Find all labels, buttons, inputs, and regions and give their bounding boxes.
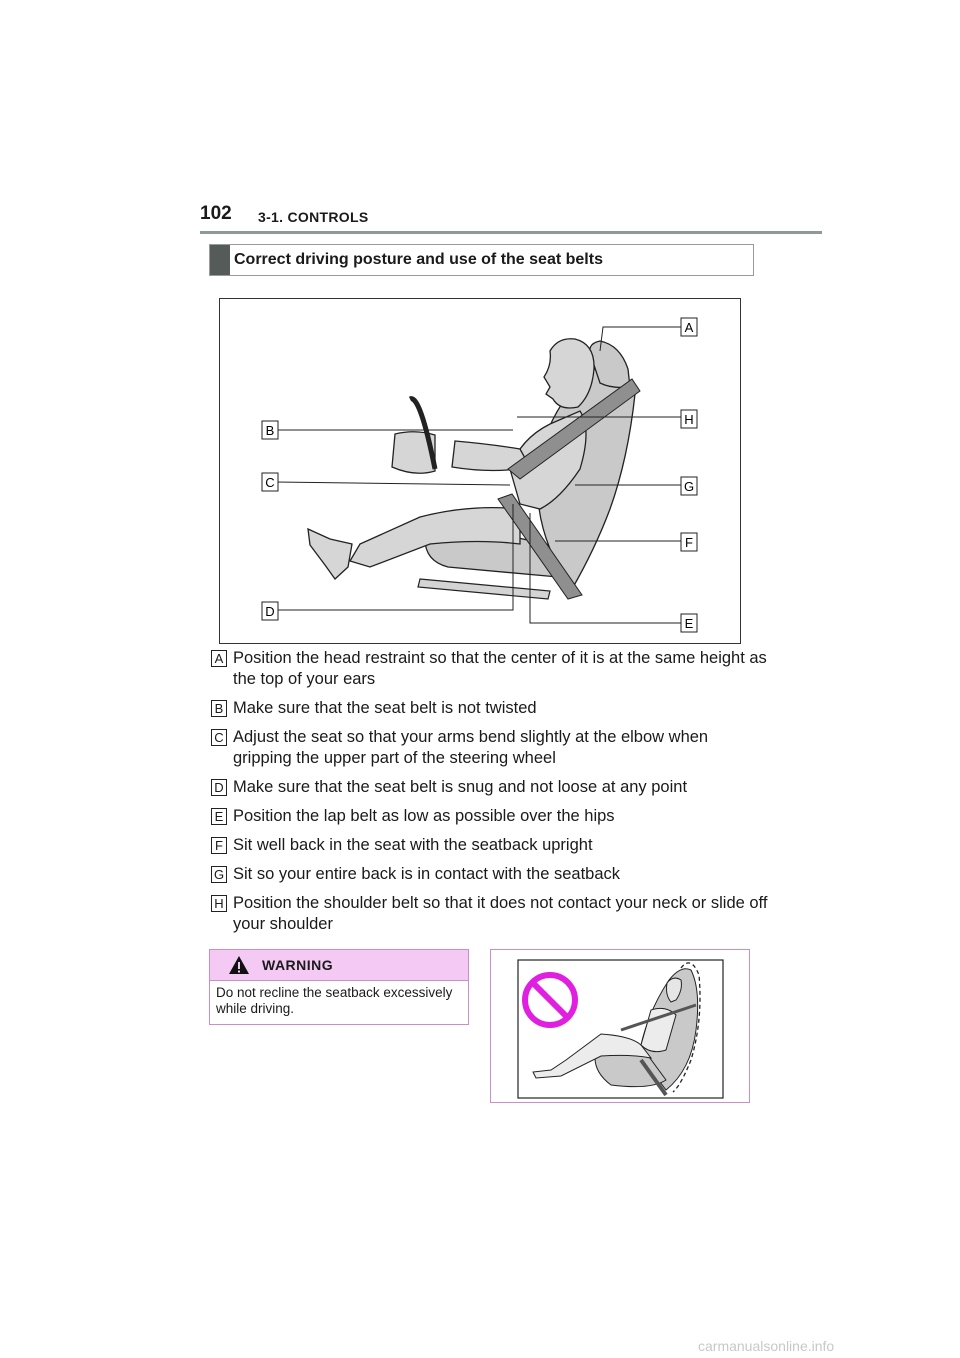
callout-letter: B (211, 700, 227, 717)
callout-text: Position the shoulder belt so that it does not contact your neck or slide off your shoulder (233, 894, 768, 933)
figure-label-d: D (265, 604, 275, 619)
figure-label-a: A (684, 320, 694, 335)
figure-label-f: F (685, 535, 693, 550)
callout-letter: C (211, 729, 227, 746)
list-item (211, 893, 771, 935)
section-title: 3-1. CONTROLS (258, 209, 369, 225)
list-item (211, 835, 771, 856)
callout-text: Position the lap belt as low as possible over the hips (233, 807, 615, 825)
figure-label-h: H (684, 412, 694, 427)
posture-illustration (220, 299, 740, 643)
page-number: 102 (200, 203, 232, 224)
list-item (211, 727, 771, 769)
figure-label-b: B (265, 423, 275, 438)
heading-text: Correct driving posture and use of the seat belts (234, 251, 603, 268)
callout-text: Make sure that the seat belt is not twisted (233, 699, 537, 717)
callout-text: Adjust the seat so that your arms bend slightly at the elbow when gripping the upper part of the steering wheel (233, 728, 709, 767)
warning-text: Do not recline the seatback excessively while driving. (216, 985, 453, 1016)
heading-marker (210, 245, 230, 275)
warning-box (209, 949, 469, 1025)
page-header (0, 0, 960, 240)
watermark: carmanualsonline.info (698, 1338, 835, 1354)
callout-text: Position the head restraint so that the center of it is at the same height as the top of your ears (233, 649, 767, 688)
list-item (211, 864, 771, 885)
warning-title: WARNING (262, 957, 334, 973)
figure-label-g: G (683, 479, 695, 494)
figure-label-c: C (265, 475, 275, 490)
callout-letter: G (211, 866, 227, 883)
callout-text: Sit so your entire back is in contact with the seatback (233, 865, 621, 883)
callout-letter: H (211, 895, 227, 912)
callout-list (211, 648, 771, 943)
list-item (211, 806, 771, 827)
reclined-seat-illustration (491, 950, 749, 1102)
callout-letter: E (211, 808, 227, 825)
posture-figure (219, 298, 741, 644)
callout-letter: A (211, 650, 227, 667)
list-item (211, 648, 771, 690)
callout-letter: D (211, 779, 227, 796)
reclined-seat-figure (490, 949, 750, 1103)
callout-letter: F (211, 837, 227, 854)
header-rule (200, 231, 822, 234)
figure-label-e: E (684, 616, 694, 631)
warning-header (210, 950, 468, 981)
section-heading (209, 244, 754, 276)
warning-triangle-icon (228, 955, 250, 975)
callout-text: Make sure that the seat belt is snug and not loose at any point (233, 778, 688, 796)
list-item (211, 698, 771, 719)
list-item (211, 777, 771, 798)
callout-text: Sit well back in the seat with the seatback upright (233, 836, 593, 854)
